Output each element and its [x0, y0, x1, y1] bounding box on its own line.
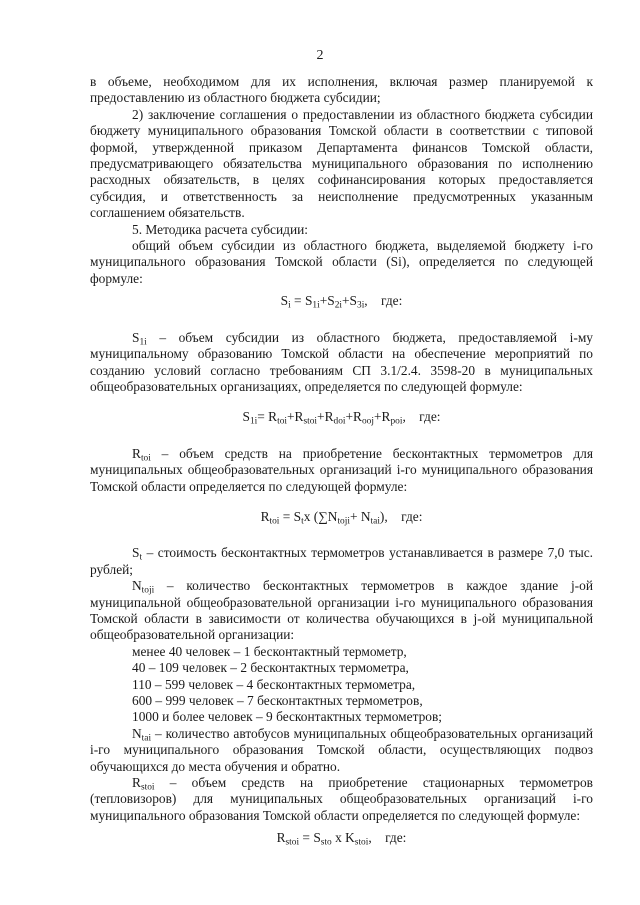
- list-item: 110 – 599 человек – 4 бесконтактных термометра,: [132, 676, 416, 692]
- paragraph-ntai: $N_{tai}$ – количество автобусов муниципальных общеобразовательных организаций i-го муниципального образования Томской области, осуществляющих подвоз обучающихся до места обучения и обратно.: [90, 725, 593, 774]
- thermometer-count-list: [90, 644, 593, 726]
- list-item: 1000 и более человек – 9 бесконтактных термометров;: [132, 709, 443, 725]
- paragraph-ntoji: $N_{toji}$ – количество бесконтактных термометров в каждое здание j-ой муниципальной общеобразовательной организации i-го муниципального образования Томской области в зависимости от количества обучающихся в j-ой муниципальной общеобразовательной организации:: [90, 578, 593, 643]
- list-item: 600 – 999 человек – 7 бесконтактных термометров,: [132, 693, 423, 708]
- formula-rtoi: $R_{toi} = S_tx$ $(\sum N_{toji}+ N_{tai})$, где:: [260, 508, 423, 527]
- formula-s1i: $S_{1i}= R_{toi}+R_{stoi}+R_{doi}+R_{ooj}+R_{poi}$, где:: [242, 409, 441, 427]
- list-item: 40 – 109 человек – 2 бесконтактных термометра,: [132, 660, 409, 676]
- formula-si: $S_i = S_{1i}+S_{2i}+S_{3i}$, где:: [280, 293, 403, 311]
- formula-rstoi: $R_{stoi} = S_{sto}$ x $K_{stoi}$, где:: [276, 830, 407, 848]
- section-heading: 5. Методика расчета субсидии:: [132, 221, 308, 237]
- list-item: менее 40 человек – 1 бесконтактный термометр,: [132, 643, 407, 659]
- paragraph-rstoi: $R_{stoi}$ – объем средств на приобретение стационарных термометров (тепловизоров) для муниципальных общеобразовательных организаций i-го муниципального образования Томской области определяется по следующей формуле:: [90, 775, 593, 823]
- paragraph-st: $S_t$ – стоимость бесконтактных термометров устанавливается в размере 7,0 тыс. рублей;: [90, 545, 593, 577]
- paragraph-total-subsidy: общий объем субсидии из областного бюджета, выделяемой бюджету i-го муниципального образования Томской области (Si), определяется по следующей формуле:: [90, 238, 593, 286]
- paragraph-s1i: $S_{1i}$ – объем субсидии из областного бюджета, предоставляемой i-му муниципальному образованию Томской области на обеспечение мероприятий по созданию условий согласно требованиям СП 3.1/2.4. 3598-20 в муниципальных общеобразовательных организациях, определяется по следующей формуле:: [90, 329, 593, 394]
- page-number: 2: [316, 48, 324, 63]
- paragraph-agreement: 2) заключение соглашения о предоставлении из областного бюджета субсидии бюджету муниципального образования Томской области в соответствии с типовой формой, утвержденной приказом Департамента финансов Томской области, предусматривающего обязательства муниципального образования по исполнению расходных обязательств, в целях софинансирования которых предоставляется субсидия, и ответственность за неисполнение предусмотренных указанным соглашением обязательств.: [90, 106, 593, 221]
- paragraph-continuation: в объеме, необходимом для их исполнения, включая размер планируемой к предоставлению из областного бюджета субсидии;: [90, 74, 593, 106]
- document-body: [90, 74, 593, 859]
- paragraph-rtoi: $R_{toi}$ – объем средств на приобретение бесконтактных термометров для муниципальных общеобразовательных организаций i-го муниципального образования Томской области определяется по следующей формуле:: [90, 445, 593, 494]
